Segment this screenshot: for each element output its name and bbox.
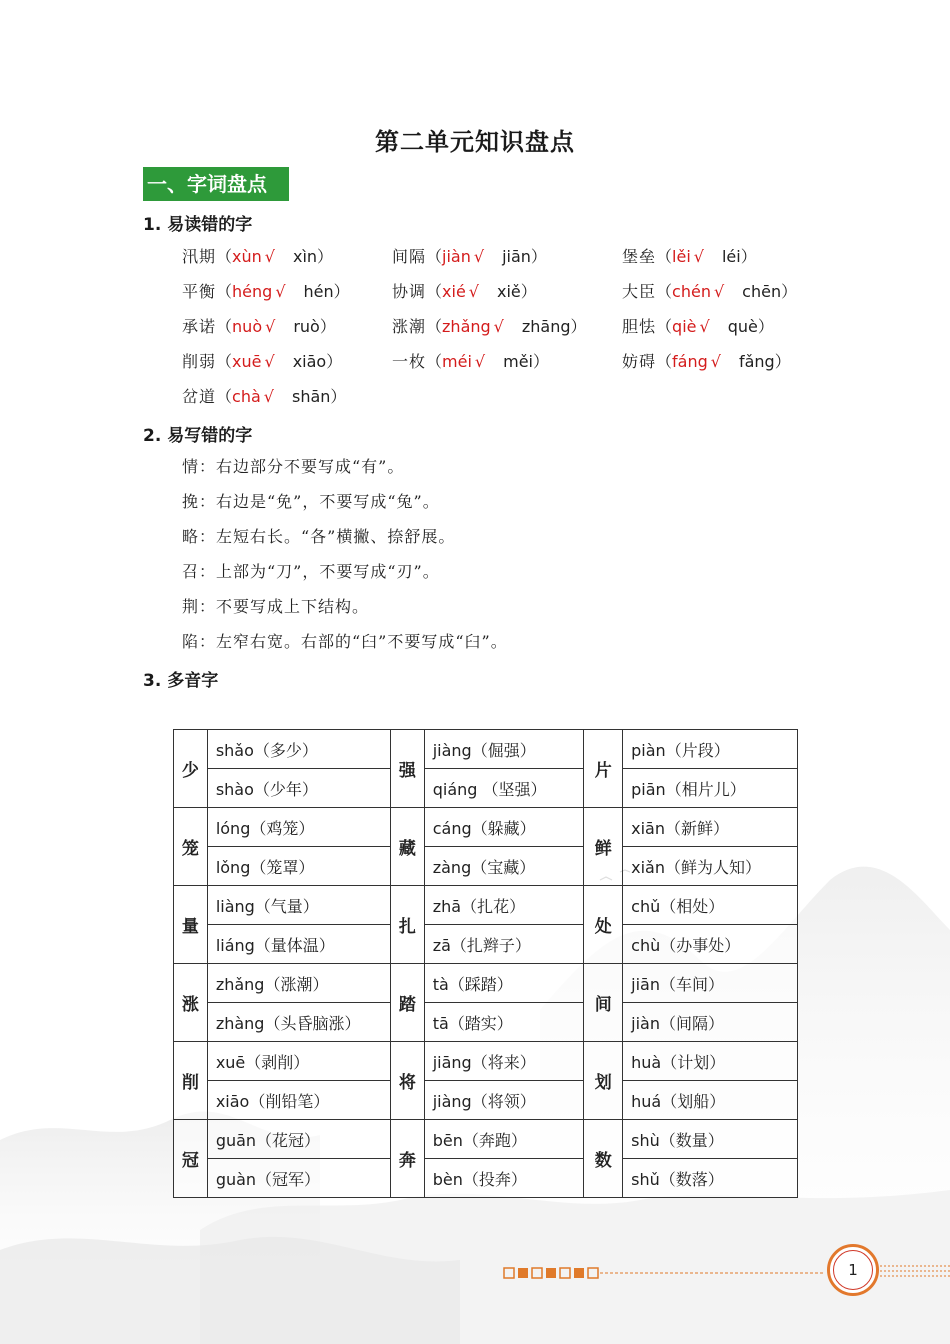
polyphone-reading: tā（踏实） xyxy=(424,1003,584,1042)
polyphone-char: 量 xyxy=(174,886,208,964)
table-row xyxy=(174,1159,798,1198)
polyphone-char: 藏 xyxy=(390,808,424,886)
correct-pinyin: nuò xyxy=(232,317,263,336)
paren-close: ） xyxy=(757,317,774,336)
paren-open: （ xyxy=(216,317,233,336)
paren-close: ） xyxy=(317,247,334,266)
polyphone-char: 笼 xyxy=(174,808,208,886)
misread-item xyxy=(622,351,791,373)
polyphone-reading: zhǎng（涨潮） xyxy=(207,964,390,1003)
misread-word: 一枚 xyxy=(392,352,427,371)
check-mark: √ xyxy=(713,282,725,301)
page-title: 第二单元知识盘点 xyxy=(375,128,575,156)
misread-item xyxy=(182,281,350,303)
paren-open: （ xyxy=(426,352,443,371)
paren-close: ） xyxy=(532,352,549,371)
misread-word: 汛期 xyxy=(182,247,217,266)
polyphone-char: 少 xyxy=(174,730,208,808)
polyphone-reading: chù（办事处） xyxy=(623,925,798,964)
misread-word: 堡垒 xyxy=(622,247,657,266)
page-number-badge xyxy=(827,1244,879,1296)
wrong-pinyin: jiān xyxy=(502,247,531,266)
polyphone-reading: xiǎn（鲜为人知） xyxy=(623,847,798,886)
paren-close: ） xyxy=(781,282,798,301)
polyphone-reading: qiáng （坚强） xyxy=(424,769,584,808)
polyphone-reading: piān（相片儿） xyxy=(623,769,798,808)
table-row xyxy=(174,730,798,769)
polyphone-reading: huá（划船） xyxy=(623,1081,798,1120)
paren-open: （ xyxy=(656,352,673,371)
polyphone-reading: jiàn（间隔） xyxy=(623,1003,798,1042)
wrong-pinyin: què xyxy=(727,317,758,336)
polyphone-reading: bēn（奔跑） xyxy=(424,1120,584,1159)
check-mark: √ xyxy=(468,282,479,301)
wrong-pinyin: fǎng xyxy=(738,352,775,371)
misread-item xyxy=(182,351,342,373)
check-mark: √ xyxy=(493,317,504,336)
correct-pinyin: zhǎng xyxy=(442,317,491,336)
misread-item xyxy=(622,316,774,338)
correct-pinyin: lěi xyxy=(672,247,691,266)
paren-close: ） xyxy=(774,352,791,371)
check-mark: √ xyxy=(474,352,486,371)
paren-open: （ xyxy=(426,247,443,266)
paren-close: ） xyxy=(740,247,757,266)
wrong-pinyin: ruò xyxy=(293,317,320,336)
polyphone-reading: lǒng（笼罩） xyxy=(207,847,390,886)
check-mark: √ xyxy=(699,317,710,336)
polyphone-reading: jiāng（将来） xyxy=(424,1042,584,1081)
miswritten-item: 略：左短右长。“各”横撇、捺舒展。 xyxy=(182,527,456,546)
footer-hatch xyxy=(880,1262,950,1282)
paren-close: ） xyxy=(326,352,343,371)
wrong-pinyin: xìn xyxy=(292,247,318,266)
paren-open: （ xyxy=(656,282,673,301)
misread-item xyxy=(392,281,537,303)
miswritten-item: 挽：右边是“免”，不要写成“兔”。 xyxy=(182,492,440,511)
polyphone-char: 奔 xyxy=(390,1120,424,1198)
polyphone-reading: lóng（鸡笼） xyxy=(207,808,390,847)
check-mark: √ xyxy=(275,282,286,301)
footer-decoration xyxy=(500,1264,830,1284)
misread-item xyxy=(392,246,547,268)
polyphone-char: 处 xyxy=(584,886,623,964)
misread-item xyxy=(182,316,336,338)
wrong-pinyin: léi xyxy=(721,247,741,266)
polyphone-char: 削 xyxy=(174,1042,208,1120)
correct-pinyin: chén xyxy=(672,282,711,301)
miswritten-item: 荆：不要写成上下结构。 xyxy=(182,597,370,616)
polyphone-char: 将 xyxy=(390,1042,424,1120)
polyphone-table xyxy=(173,729,798,1198)
page-number: 1 xyxy=(833,1250,873,1290)
misread-word: 涨潮 xyxy=(392,317,427,336)
polyphone-reading: huà（计划） xyxy=(623,1042,798,1081)
polyphone-reading: tà（踩踏） xyxy=(424,964,584,1003)
paren-open: （ xyxy=(216,282,233,301)
polyphone-char: 划 xyxy=(584,1042,623,1120)
paren-open: （ xyxy=(216,387,233,406)
polyphone-reading: guān（花冠） xyxy=(207,1120,390,1159)
paren-close: ） xyxy=(570,317,587,336)
paren-open: （ xyxy=(216,247,233,266)
misread-word: 承诺 xyxy=(182,317,217,336)
correct-pinyin: méi xyxy=(442,352,472,371)
table-row xyxy=(174,808,798,847)
polyphone-char: 冠 xyxy=(174,1120,208,1198)
paren-open: （ xyxy=(426,317,443,336)
polyphone-reading: liàng（气量） xyxy=(207,886,390,925)
polyphone-char: 涨 xyxy=(174,964,208,1042)
wrong-pinyin: chēn xyxy=(742,282,782,301)
wrong-pinyin: xiě xyxy=(497,282,521,301)
misread-word: 岔道 xyxy=(182,387,217,406)
polyphone-reading: zā（扎辫子） xyxy=(424,925,584,964)
polyphone-char: 强 xyxy=(390,730,424,808)
polyphone-reading: zhā（扎花） xyxy=(424,886,584,925)
table-row xyxy=(174,1003,798,1042)
check-mark: √ xyxy=(473,247,485,266)
correct-pinyin: jiàn xyxy=(442,247,471,266)
polyphone-reading: jiàng（将领） xyxy=(424,1081,584,1120)
polyphone-reading: guàn（冠军） xyxy=(207,1159,390,1198)
misread-item xyxy=(622,281,797,303)
table-row xyxy=(174,1081,798,1120)
polyphone-reading: xiān（新鲜） xyxy=(623,808,798,847)
paren-open: （ xyxy=(426,282,443,301)
paren-close: ） xyxy=(520,282,537,301)
check-mark: √ xyxy=(263,387,274,406)
paren-close: ） xyxy=(319,317,336,336)
polyphone-reading: jiān（车间） xyxy=(623,964,798,1003)
check-mark: √ xyxy=(264,352,275,371)
miswritten-item: 陷：左窄右宽。右部的“臼”不要写成“臼”。 xyxy=(182,632,508,651)
table-row xyxy=(174,1042,798,1081)
wrong-pinyin: zhāng xyxy=(521,317,571,336)
polyphone-reading: piàn（片段） xyxy=(623,730,798,769)
paren-close: ） xyxy=(530,247,547,266)
heading-miswritten: 2. 易写错的字 xyxy=(143,426,253,446)
paren-close: ） xyxy=(333,282,350,301)
polyphone-reading: bèn（投奔） xyxy=(424,1159,584,1198)
misread-item xyxy=(622,246,757,268)
paren-open: （ xyxy=(216,352,233,371)
table-row xyxy=(174,925,798,964)
paren-close: ） xyxy=(330,387,347,406)
table-row xyxy=(174,964,798,1003)
check-mark: √ xyxy=(264,247,275,266)
polyphone-char: 鲜 xyxy=(584,808,623,886)
table-row xyxy=(174,847,798,886)
polyphone-reading: xuē（剥削） xyxy=(207,1042,390,1081)
misread-word: 协调 xyxy=(392,282,427,301)
misread-word: 平衡 xyxy=(182,282,217,301)
table-row xyxy=(174,769,798,808)
misread-word: 胆怯 xyxy=(622,317,657,336)
correct-pinyin: fáng xyxy=(672,352,708,371)
wrong-pinyin: hén xyxy=(303,282,334,301)
paren-open: （ xyxy=(656,317,673,336)
check-mark: √ xyxy=(265,317,276,336)
misread-word: 间隔 xyxy=(392,247,427,266)
polyphone-reading: zhàng（头昏脑涨） xyxy=(207,1003,390,1042)
correct-pinyin: xuē xyxy=(232,352,262,371)
polyphone-char: 片 xyxy=(584,730,623,808)
polyphone-char: 间 xyxy=(584,964,623,1042)
misread-item xyxy=(182,386,346,408)
misread-word: 妨碍 xyxy=(622,352,657,371)
polyphone-reading: shǎo（多少） xyxy=(207,730,390,769)
wrong-pinyin: měi xyxy=(503,352,533,371)
section-banner: 一、字词盘点 xyxy=(143,167,289,201)
misread-item xyxy=(392,351,549,373)
paren-open: （ xyxy=(656,247,673,266)
correct-pinyin: chà xyxy=(232,387,261,406)
polyphone-reading: liáng（量体温） xyxy=(207,925,390,964)
wrong-pinyin: shān xyxy=(291,387,331,406)
misread-item xyxy=(182,246,333,268)
miswritten-item: 召：上部为“刀”，不要写成“刃”。 xyxy=(182,562,440,581)
heading-misread: 1. 易读错的字 xyxy=(143,215,253,235)
polyphone-reading: jiàng（倔强） xyxy=(424,730,584,769)
correct-pinyin: xié xyxy=(442,282,466,301)
miswritten-item: 情：右边部分不要写成“有”。 xyxy=(182,457,405,476)
polyphone-reading: xiāo（削铅笔） xyxy=(207,1081,390,1120)
heading-polyphones: 3. 多音字 xyxy=(143,671,219,691)
wrong-pinyin: xiāo xyxy=(292,352,327,371)
misread-word: 大臣 xyxy=(622,282,657,301)
polyphone-char: 扎 xyxy=(390,886,424,964)
check-mark: √ xyxy=(710,352,721,371)
polyphone-reading: shù（数量） xyxy=(623,1120,798,1159)
correct-pinyin: qiè xyxy=(672,317,697,336)
polyphone-reading: shào（少年） xyxy=(207,769,390,808)
check-mark: √ xyxy=(693,247,704,266)
polyphone-reading: shǔ（数落） xyxy=(623,1159,798,1198)
misread-item xyxy=(392,316,587,338)
polyphone-reading: cáng（躲藏） xyxy=(424,808,584,847)
correct-pinyin: xùn xyxy=(232,247,262,266)
polyphone-reading: chǔ（相处） xyxy=(623,886,798,925)
table-row xyxy=(174,886,798,925)
correct-pinyin: héng xyxy=(232,282,273,301)
table-row xyxy=(174,1120,798,1159)
polyphone-reading: zàng（宝藏） xyxy=(424,847,584,886)
polyphone-char: 踏 xyxy=(390,964,424,1042)
misread-word: 削弱 xyxy=(182,352,217,371)
polyphone-char: 数 xyxy=(584,1120,623,1198)
